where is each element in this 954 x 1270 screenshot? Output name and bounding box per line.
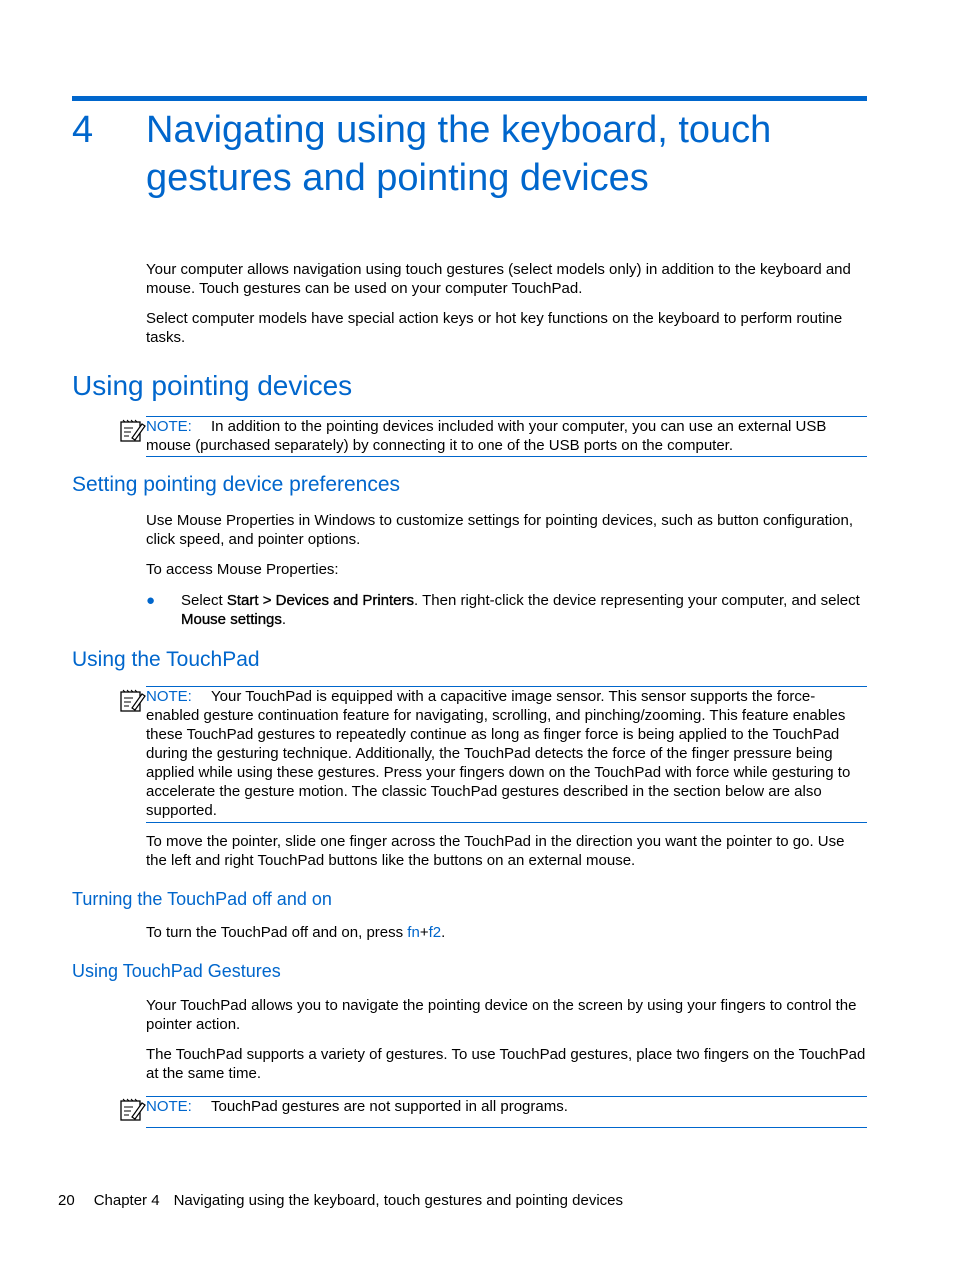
bullet-dot: ● bbox=[146, 592, 156, 609]
note-text: Your TouchPad is equipped with a capacitive image sensor. This sensor supports the force-enabled gesture continuation feature for navigating, scrolling, and pinching/zooming. This feature enables these TouchPad gestures to repeatedly continue as long as finger force is being applied to the TouchPad during the gesturing technique. Additionally, the TouchPad detects the force of the finger pressure being applied while using these gestures. Press your fingers down on the TouchPad with force while gesturing to accelerate the gesture motion. The classic TouchPad gestures described in the section below are also supported. bbox=[146, 688, 851, 819]
note-label: NOTE: bbox=[146, 418, 192, 435]
note-text: TouchPad gestures are not supported in all programs. bbox=[211, 1098, 568, 1115]
key-f2: f2 bbox=[428, 924, 442, 941]
footer-chapter: Chapter 4 bbox=[93, 1192, 160, 1209]
intro-paragraph-2: Select computer models have special action keys or hot key functions on the keyboard to perform routine tasks. bbox=[146, 310, 843, 346]
preferences-paragraph-2: To access Mouse Properties: bbox=[146, 561, 339, 578]
heading-using-touchpad: Using the TouchPad bbox=[72, 648, 260, 671]
note-label: NOTE: bbox=[146, 1098, 192, 1115]
bullet-text-pre: Select bbox=[181, 592, 227, 609]
intro-paragraph-1: Your computer allows navigation using touch gestures (select models only) in addition to the keyboard and mouse. Touch gestures can be used on your computer TouchPad. bbox=[146, 261, 851, 297]
touchpad-paragraph-1: To move the pointer, slide one finger across the TouchPad in the direction you want the pointer to go. Use the left and right TouchPad buttons like the buttons on an external mouse. bbox=[146, 833, 845, 869]
menu-path-start-devices: Start > Devices and Printers bbox=[226, 592, 415, 609]
toggle-paragraph bbox=[146, 923, 868, 942]
chapter-title: Navigating using the keyboard, touch gestures and pointing devices bbox=[146, 109, 772, 199]
note-label: NOTE: bbox=[146, 688, 192, 705]
toggle-text-pre: To turn the TouchPad off and on, press bbox=[146, 924, 408, 941]
gestures-paragraph-1: Your TouchPad allows you to navigate the pointing device on the screen by using your fingers to control the pointer action. bbox=[146, 997, 857, 1033]
chapter-rule bbox=[72, 96, 867, 101]
gestures-paragraph-2: The TouchPad supports a variety of gestures. To use TouchPad gestures, place two fingers on the TouchPad at the same time. bbox=[146, 1046, 866, 1082]
bullet-mouse-properties bbox=[181, 591, 871, 629]
bullet-text-mid: . Then right-click the device representing your computer, and select bbox=[414, 592, 860, 609]
heading-touchpad-gestures: Using TouchPad Gestures bbox=[72, 961, 281, 981]
chapter-number: 4 bbox=[72, 109, 94, 151]
toggle-text-post: . bbox=[441, 924, 446, 941]
note-gestures-support bbox=[146, 1096, 867, 1128]
note-usb-mouse bbox=[146, 416, 867, 457]
heading-setting-preferences: Setting pointing device preferences bbox=[72, 473, 401, 496]
note-touchpad-sensor bbox=[146, 686, 867, 823]
heading-using-pointing-devices: Using pointing devices bbox=[72, 370, 353, 401]
page-footer bbox=[58, 1191, 623, 1210]
note-icon bbox=[118, 418, 146, 444]
note-text: In addition to the pointing devices included with your computer, you can use an external USB mouse (purchased separately) by connecting it to one of the USB ports on the computer. bbox=[146, 418, 827, 454]
footer-title: Navigating using the keyboard, touch gestures and pointing devices bbox=[173, 1192, 624, 1209]
key-plus: + bbox=[419, 924, 429, 941]
preferences-paragraph-1: Use Mouse Properties in Windows to customize settings for pointing devices, such as button configuration, click speed, and pointer options. bbox=[146, 512, 854, 548]
heading-turning-touchpad: Turning the TouchPad off and on bbox=[72, 889, 332, 909]
page-number: 20 bbox=[58, 1192, 75, 1209]
note-icon bbox=[118, 1097, 146, 1123]
bullet-text-post: . bbox=[281, 611, 287, 628]
note-icon bbox=[118, 688, 146, 714]
menu-mouse-settings: Mouse settings bbox=[181, 611, 282, 628]
key-fn: fn bbox=[407, 924, 420, 941]
